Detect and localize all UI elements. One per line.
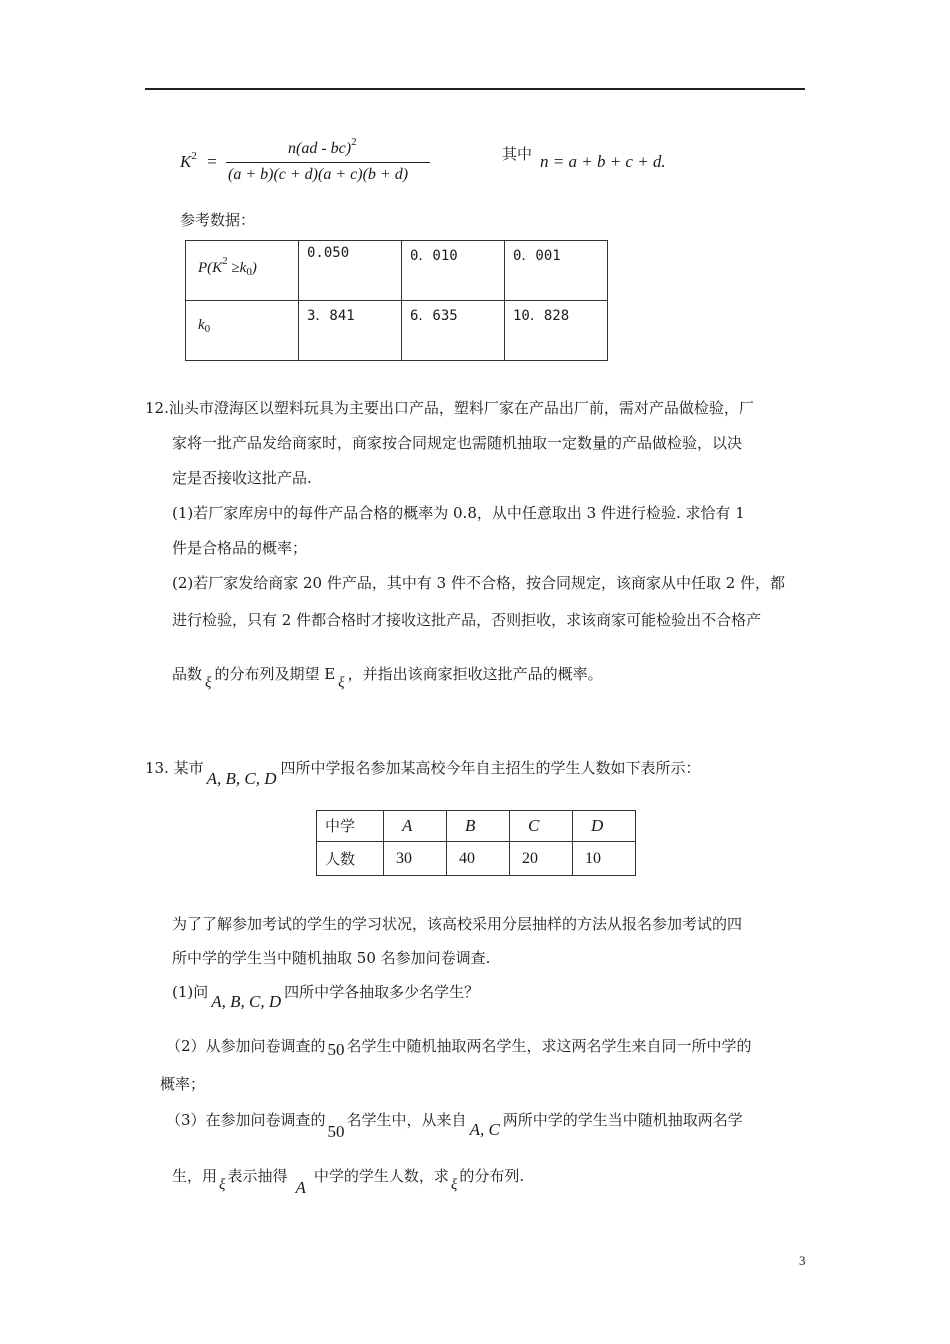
school-head: D [573, 811, 636, 842]
q13-intro: 13. 某市A, B, C, D四所中学报名参加某高校今年自主招生的学生人数如下表所示： [145, 759, 701, 788]
school-head: 中学 [317, 811, 384, 842]
school-cell: 30 [384, 842, 447, 876]
q13-line: 为了了解参加考试的学生的学习状况，该高校采用分层抽样的方法从报名参加考试的四 [172, 915, 743, 933]
q12-line: 品数 ξ 的分布列及期望 E ξ ，并指出该商家拒收这批产品的概率。 [172, 665, 603, 691]
q12-line: (2)若厂家发给商家 20 件产品，其中有 3 件不合格，按合同规定，该商家从中任取 2 件，都 [172, 574, 786, 592]
ref-cell: 0．001 [505, 241, 608, 301]
q13-sub2: （2）从参加问卷调查的 50 名学生中随机抽取两名学生，求这两名学生来自同一所中学的 [166, 1037, 752, 1059]
formula-denominator: (a + b)(c + d)(a + c)(b + d) [228, 166, 409, 183]
ref-head-k: $k_0$ [186, 301, 299, 361]
school-cell: 人数 [317, 842, 384, 876]
ref-cell: 0．010 [402, 241, 505, 301]
school-table [316, 810, 636, 876]
q12-line: 进行检验，只有 2 件都合格时才接收这批产品，否则拒收，求该商家可能检验出不合格产 [172, 611, 762, 629]
school-head: B [447, 811, 510, 842]
q13-line: 概率； [160, 1075, 206, 1093]
q12-line: 家将一批产品发给商家时，商家按合同规定也需随机抽取一定数量的产品做检验，以决 [172, 434, 743, 452]
ref-cell: 6．635 [402, 301, 505, 361]
reference-label: 参考数据： [180, 211, 256, 229]
school-cell: 40 [447, 842, 510, 876]
fraction-bar [226, 162, 430, 163]
ref-head-p: $P(K^2 \ge k_0)$ [186, 241, 299, 301]
where-expression: n = a + b + c + d. [540, 152, 666, 171]
q12-line: 件是合格品的概率； [172, 539, 308, 557]
page-number: 3 [799, 1253, 806, 1268]
where-label: 其中 [502, 145, 533, 163]
q12-line: (1)若厂家库房中的每件产品合格的概率为 0.8，从中任意取出 3 件进行检验. 求恰有 1 [172, 504, 745, 522]
ref-cell: 3．841 [299, 301, 402, 361]
formula-numerator: n(ad - bc)$^2$ [288, 136, 357, 157]
ref-cell: 0.050 [299, 241, 402, 301]
q12-line: 定是否接收这批产品. [172, 469, 312, 487]
school-head: C [510, 811, 573, 842]
q13-sub1: (1)问 A, B, C, D 四所中学各抽取多少名学生？ [172, 983, 480, 1011]
school-head: A [384, 811, 447, 842]
header-rule [145, 88, 805, 90]
formula-lhs: $K^2$ = [180, 150, 217, 171]
q13-line: 所中学的学生当中随机抽取 50 名参加问卷调查. [172, 949, 491, 967]
q13-sub4: 生，用 ξ 表示抽得A中学的学生人数，求 ξ 的分布列. [172, 1167, 525, 1197]
reference-table [185, 240, 608, 361]
q12-line: 12.汕头市澄海区以塑料玩具为主要出口产品，塑料厂家在产品出厂前，需对产品做检验，厂 [145, 399, 754, 417]
school-cell: 10 [573, 842, 636, 876]
q13-sub3: （3）在参加问卷调查的50名学生中，从来自 A, C 两所中学的学生当中随机抽取两名学 [166, 1111, 743, 1141]
ref-cell: 10．828 [505, 301, 608, 361]
school-cell: 20 [510, 842, 573, 876]
